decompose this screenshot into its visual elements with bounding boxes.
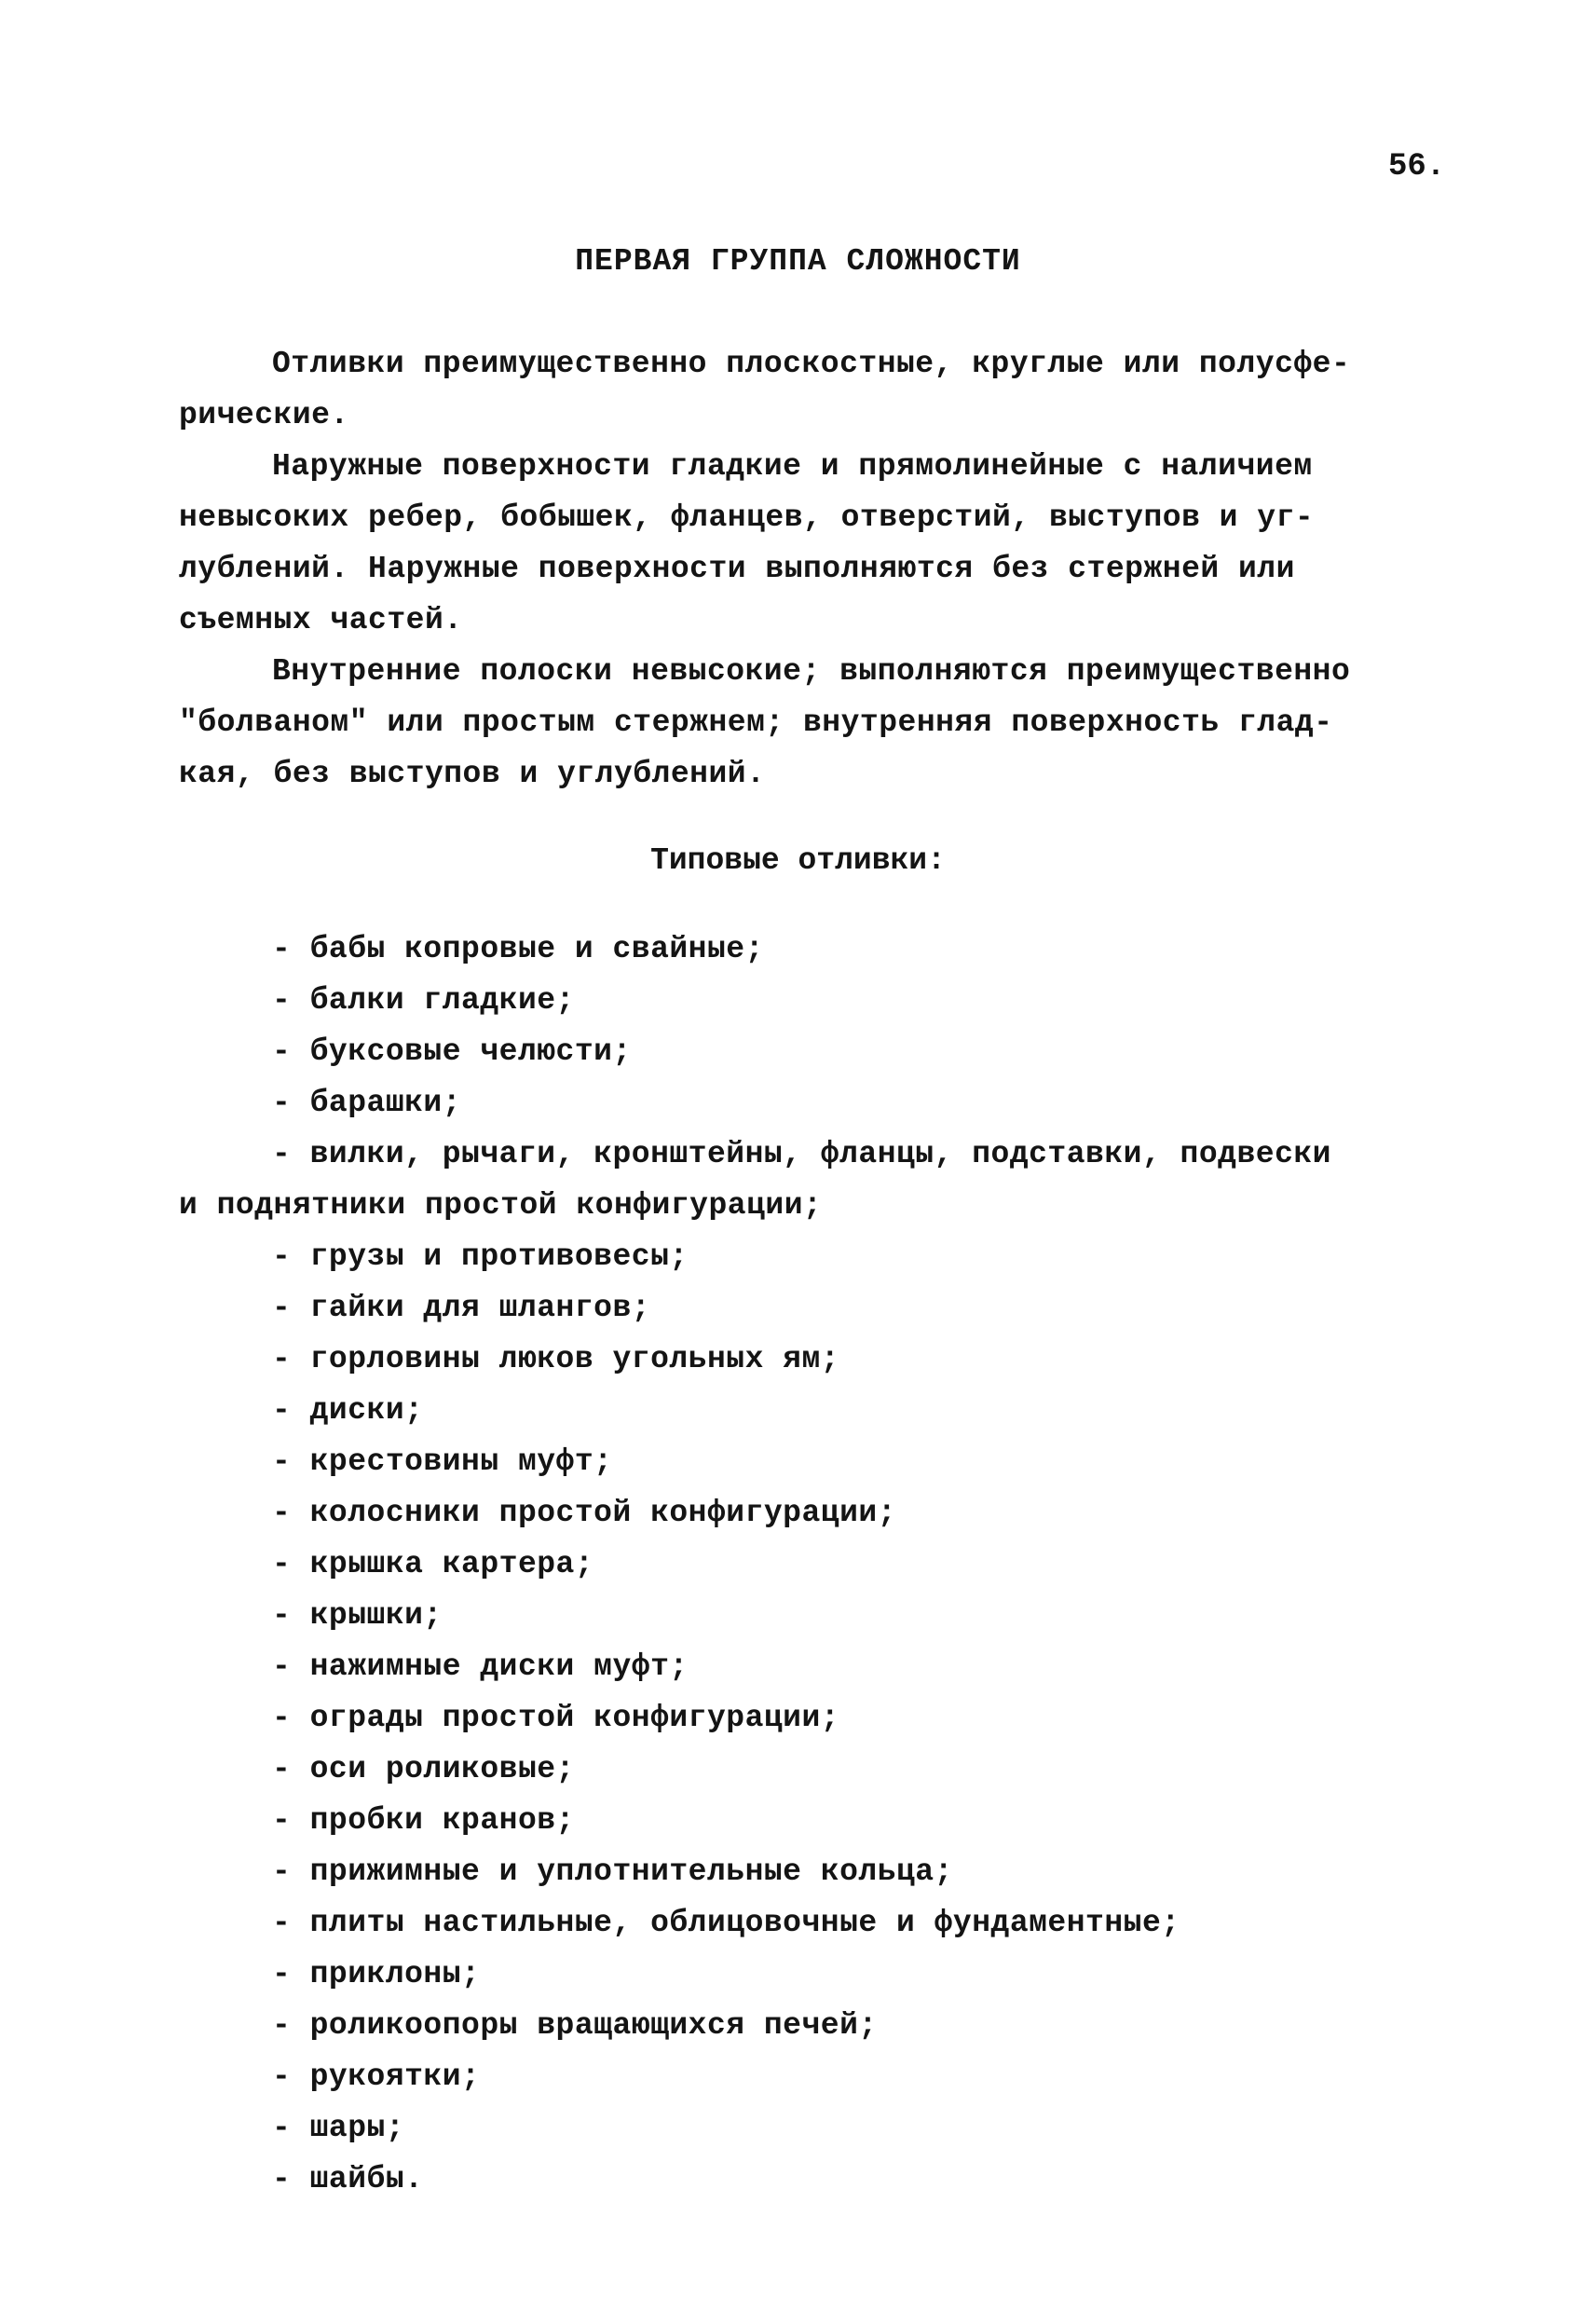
list-item: - бабы копровые и свайные; [272,932,764,966]
list-item: - рукоятки; [272,2059,481,2094]
list-item: - шары; [272,2111,405,2145]
list-item: - ограды простой конфигурации; [272,1701,840,1735]
list-item: - пробки кранов; [272,1803,575,1838]
list-heading: Типовые отливки: [650,843,946,878]
body-line: "болваном" или простым стержнем; внутренняя поверхность глад- [179,705,1333,740]
list-item: - колосники простой конфигурации; [272,1496,897,1530]
section-title: ПЕРВАЯ ГРУППА СЛОЖНОСТИ [575,244,1021,279]
body-line: съемных частей. [179,603,463,637]
list-item: - плиты настильные, облицовочные и фундаментные; [272,1906,1180,1940]
list-item: - приклоны; [272,1957,481,1991]
list-item: - диски; [272,1393,424,1428]
list-item: - грузы и противовесы; [272,1239,689,1274]
list-item: - барашки; [272,1086,462,1120]
list-item: - роликоопоры вращающихся печей; [272,2008,878,2043]
body-line: невысоких ребер, бобышек, фланцев, отверстий, выступов и уг- [179,500,1315,535]
list-item: - крестовины муфт; [272,1444,613,1479]
body-line: Отливки преимущественно плоскостные, круглые или полусфе- [272,347,1351,381]
list-item: - крышка картера; [272,1547,594,1581]
list-item: - прижимные и уплотнительные кольца; [272,1854,953,1889]
list-item: - буксовые челюсти; [272,1034,632,1069]
list-item: - оси роликовые; [272,1752,575,1786]
list-item: - шайбы. [272,2162,424,2196]
body-line: рические. [179,398,349,432]
body-line: Внутренние полоски невысокие; выполняются преимущественно [272,654,1351,689]
body-line: кая, без выступов и углублений. [179,757,766,791]
body-line: Наружные поверхности гладкие и прямолинейные с наличием [272,449,1313,484]
list-item: - горловины люков угольных ям; [272,1342,840,1376]
list-item: - вилки, рычаги, кронштейны, фланцы, подставки, подвески [272,1137,1331,1171]
list-item: и поднятники простой конфигурации; [179,1188,823,1223]
list-item: - гайки для шлангов; [272,1291,651,1325]
page-number: 56. [1388,149,1446,185]
list-item: - крышки; [272,1598,443,1633]
body-line: лублений. Наружные поверхности выполняются без стержней или [179,552,1295,586]
list-item: - балки гладкие; [272,983,575,1018]
list-item: - нажимные диски муфт; [272,1649,689,1684]
